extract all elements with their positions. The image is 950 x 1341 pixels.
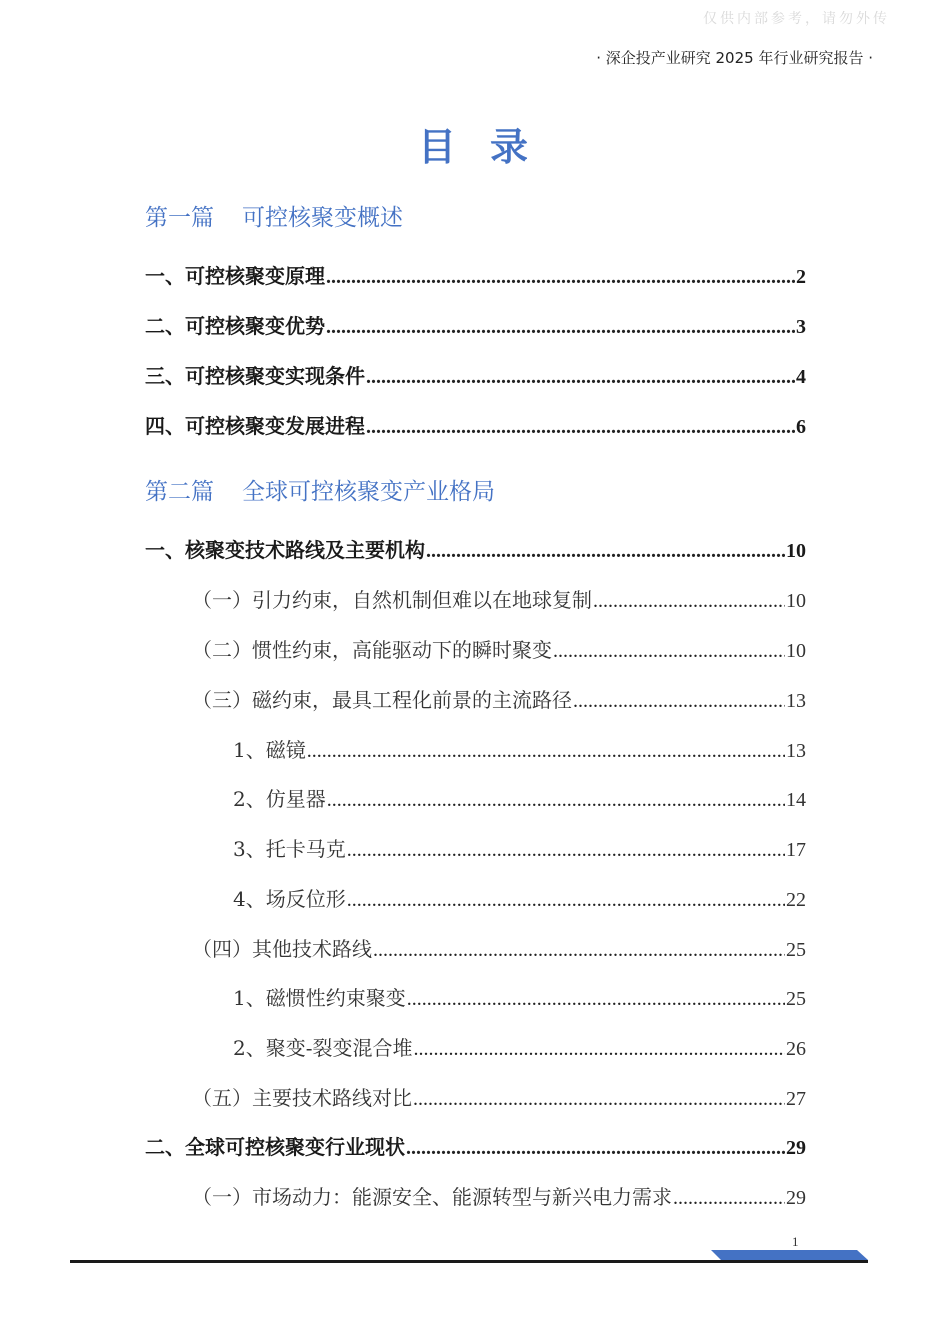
toc-entry-page: 4 (796, 366, 806, 388)
dot-leader (553, 636, 785, 666)
toc-entry-page: 14 (786, 789, 806, 811)
toc-entry[interactable] (233, 983, 806, 1013)
part-title: 可控核聚变概述 (242, 205, 403, 231)
toc-entry-label: （一）市场动力：能源安全、能源转型与新兴电力需求 (192, 1185, 672, 1209)
toc-entry-page: 17 (786, 839, 806, 861)
dot-leader (673, 1183, 785, 1213)
toc-entry[interactable] (233, 735, 806, 765)
dot-leader (366, 412, 795, 442)
toc-entry-page: 6 (796, 416, 806, 438)
part-title: 全球可控核聚变产业格局 (242, 479, 495, 505)
toc-entry-label: 1、磁惯性约束聚变 (233, 986, 406, 1010)
page-number: 1 (792, 1234, 799, 1249)
toc-entry[interactable] (233, 884, 806, 914)
toc-entry-page: 10 (786, 590, 806, 612)
toc-entry[interactable] (192, 635, 806, 665)
toc-entry-label: （二）惯性约束，高能驱动下的瞬时聚变 (192, 638, 552, 662)
toc-entry[interactable] (145, 535, 806, 565)
footer-accent-band (711, 1250, 868, 1260)
toc-entry-label: 二、全球可控核聚变行业现状 (145, 1135, 405, 1159)
toc-entry[interactable] (192, 685, 806, 715)
toc-entry-page: 3 (796, 316, 806, 338)
toc-entry-page: 10 (786, 540, 806, 562)
part-heading-1[interactable] (145, 199, 403, 232)
toc-title: 目录 (417, 125, 562, 169)
dot-leader (407, 984, 785, 1014)
toc-entry-label: 4、场反位形 (233, 887, 346, 911)
dot-leader (573, 686, 785, 716)
toc-entry-label: 一、可控核聚变原理 (145, 264, 325, 288)
dot-leader (326, 312, 795, 342)
toc-entry-page: 22 (786, 889, 806, 911)
toc-entry-page: 29 (786, 1137, 806, 1159)
dot-leader (406, 1133, 785, 1163)
part-heading-2[interactable] (145, 473, 495, 506)
toc-entry[interactable] (145, 311, 806, 341)
toc-entry-label: 2、仿星器 (233, 787, 326, 811)
toc-entry-label: 1、磁镜 (233, 738, 306, 762)
toc-entry-label: （四）其他技术路线 (192, 937, 372, 961)
dot-leader (327, 785, 785, 815)
toc-entry-label: 3、托卡马克 (233, 837, 346, 861)
dot-leader (347, 885, 785, 915)
dot-leader (326, 262, 795, 292)
part-number: 第一篇 (145, 205, 214, 231)
toc-entry[interactable] (145, 411, 806, 441)
dot-leader (413, 1084, 785, 1114)
toc-entry-page: 27 (786, 1088, 806, 1110)
toc-entry-label: 一、核聚变技术路线及主要机构 (145, 538, 425, 562)
dot-leader (307, 736, 785, 766)
dot-leader (366, 362, 795, 392)
toc-entry-label: 二、可控核聚变优势 (145, 314, 325, 338)
dot-leader (593, 586, 785, 616)
toc-entry-label: 2、聚变-裂变混合堆 (233, 1036, 413, 1060)
dot-leader (347, 835, 785, 865)
dot-leader (426, 536, 785, 566)
toc-entry-page: 25 (786, 939, 806, 961)
toc-entry[interactable] (192, 1083, 806, 1113)
toc-entry[interactable] (145, 361, 806, 391)
toc-entry[interactable] (192, 1182, 806, 1212)
toc-entry[interactable] (145, 1132, 806, 1162)
toc-entry-page: 2 (796, 266, 806, 288)
running-header: · 深企投产业研究 2025 年行业研究报告 · (596, 49, 873, 67)
toc-entry-page: 13 (786, 740, 806, 762)
toc-entry[interactable] (233, 1033, 806, 1063)
toc-entry-page: 13 (786, 690, 806, 712)
toc-entry-label: （五）主要技术路线对比 (192, 1086, 412, 1110)
toc-entry-page: 29 (786, 1187, 806, 1209)
dot-leader (373, 935, 785, 965)
toc-entry-label: （一）引力约束，自然机制但难以在地球复制 (192, 588, 592, 612)
toc-entry[interactable] (192, 934, 806, 964)
toc-entry[interactable] (233, 834, 806, 864)
toc-entry[interactable] (145, 261, 806, 291)
dot-leader (413, 1034, 785, 1064)
toc-entry-page: 25 (786, 988, 806, 1010)
toc-entry[interactable] (233, 784, 806, 814)
toc-entry-label: 四、可控核聚变发展进程 (145, 414, 365, 438)
toc-entry-page: 10 (786, 640, 806, 662)
watermark: 仅供内部参考，请勿外传 (703, 11, 890, 27)
toc-entry-label: 三、可控核聚变实现条件 (145, 364, 365, 388)
footer-rule (70, 1260, 868, 1263)
toc-entry[interactable] (192, 585, 806, 615)
part-number: 第二篇 (145, 479, 214, 505)
toc-entry-label: （三）磁约束，最具工程化前景的主流路径 (192, 688, 572, 712)
toc-entry-page: 26 (786, 1038, 806, 1060)
